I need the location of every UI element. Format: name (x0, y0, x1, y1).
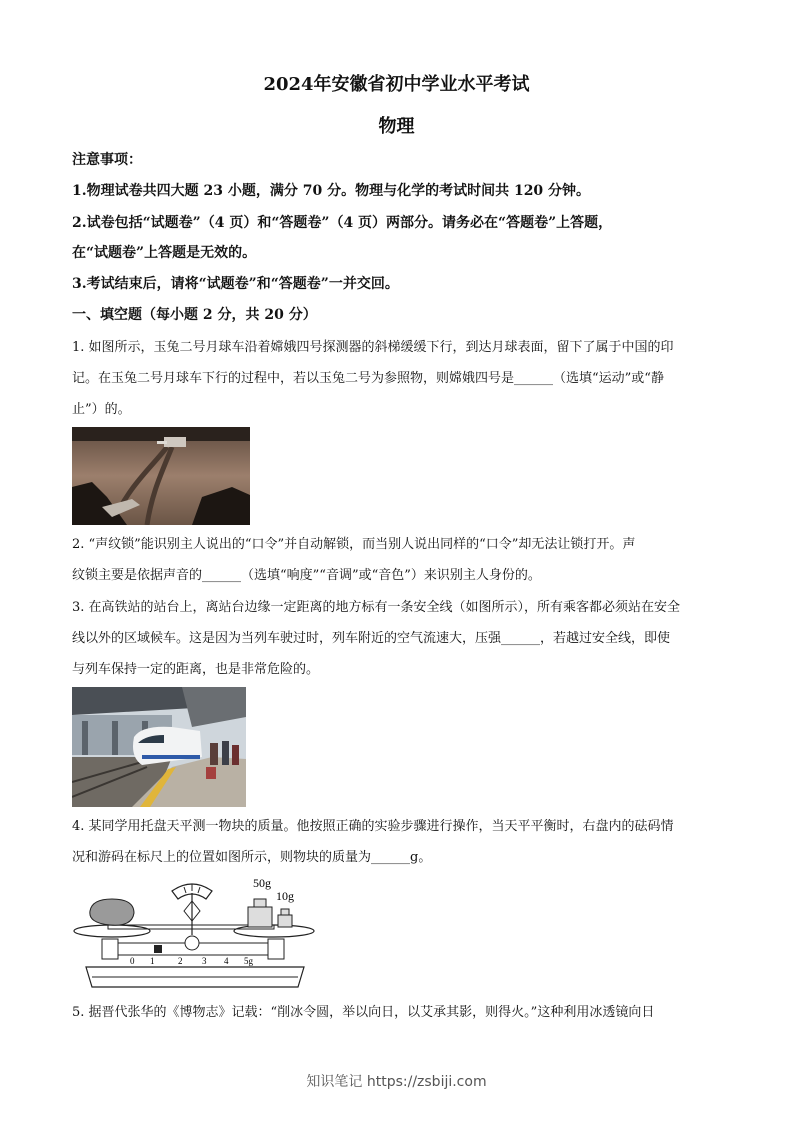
note-item-3: 3.考试结束后，请将“试题卷”和“答题卷”一并交回。 (72, 276, 399, 292)
balance-figure (72, 873, 318, 991)
lunar-rover-photo (72, 427, 250, 525)
question-3-line-3: 与列车保持一定的距离，也是非常危险的。 (72, 662, 320, 677)
scale-tick-4: 4 (224, 956, 229, 966)
weight-label-50g: 50g (253, 876, 271, 890)
scale-tick-5g: 5g (244, 956, 253, 966)
question-1-line-2: 记。在玉兔二号月球车下行的过程中，若以玉兔二号为参照物，则嫦娥四号是______（选填“运动”或“静 (72, 371, 664, 386)
footer-watermark: 知识笔记 https://zsbiji.com (306, 1074, 487, 1090)
exam-title: 2024年安徽省初中学业水平考试 (263, 74, 530, 95)
question-3-line-1: 3. 在高铁站的站台上，离站台边缘一定距离的地方标有一条安全线（如图所示），所有乘客都必须站在安全 (72, 600, 681, 615)
note-item-2-line-2: 在“试题卷”上答题是无效的。 (72, 245, 257, 261)
notes-heading: 注意事项： (72, 152, 142, 168)
scale-tick-2: 2 (178, 956, 183, 966)
subject-title: 物理 (378, 116, 415, 137)
note-item-2-line-1: 2.试卷包括“试题卷”（4 页）和“答题卷”（4 页）两部分。请务必在“答题卷”上答题， (72, 215, 613, 231)
scale-tick-0: 0 (130, 956, 135, 966)
scale-tick-1: 1 (150, 956, 155, 966)
train-station-photo (72, 687, 246, 807)
section-heading: 一、填空题（每小题 2 分，共 20 分） (72, 307, 317, 323)
question-3-line-2: 线以外的区域候车。这是因为当列车驶过时，列车附近的空气流速大，压强______，若越过安全线，即使 (72, 631, 671, 646)
question-1-line-3: 止”）的。 (72, 402, 131, 417)
question-2-line-1: 2. “声纹锁”能识别主人说出的“口令”并自动解锁，而当别人说出同样的“口令”却无法让锁打开。声 (72, 537, 636, 552)
question-1-line-1: 1. 如图所示，玉兔二号月球车沿着嫦娥四号探测器的斜梯缓缓下行，到达月球表面，留下了属于中国的印 (72, 340, 674, 355)
scale-tick-3: 3 (202, 956, 207, 966)
question-4-line-2: 况和游码在标尺上的位置如图所示，则物块的质量为______g。 (72, 850, 432, 865)
note-item-1: 1.物理试卷共四大题 23 小题，满分 70 分。物理与化学的考试时间共 120 分钟。 (72, 183, 591, 199)
weight-label-10g: 10g (276, 889, 294, 903)
question-4-line-1: 4. 某同学用托盘天平测一物块的质量。他按照正确的实验步骤进行操作，当天平平衡时，右盘内的砝码情 (72, 819, 674, 834)
question-2-line-2: 纹锁主要是依据声音的______（选填“响度”“音调”或“音色”）来识别主人身份的。 (72, 568, 541, 583)
question-5-line-1: 5. 据晋代张华的《博物志》记载：“削冰令圆，举以向日，以艾承其影，则得火。”这种利用冰透镜向日 (72, 1005, 655, 1020)
